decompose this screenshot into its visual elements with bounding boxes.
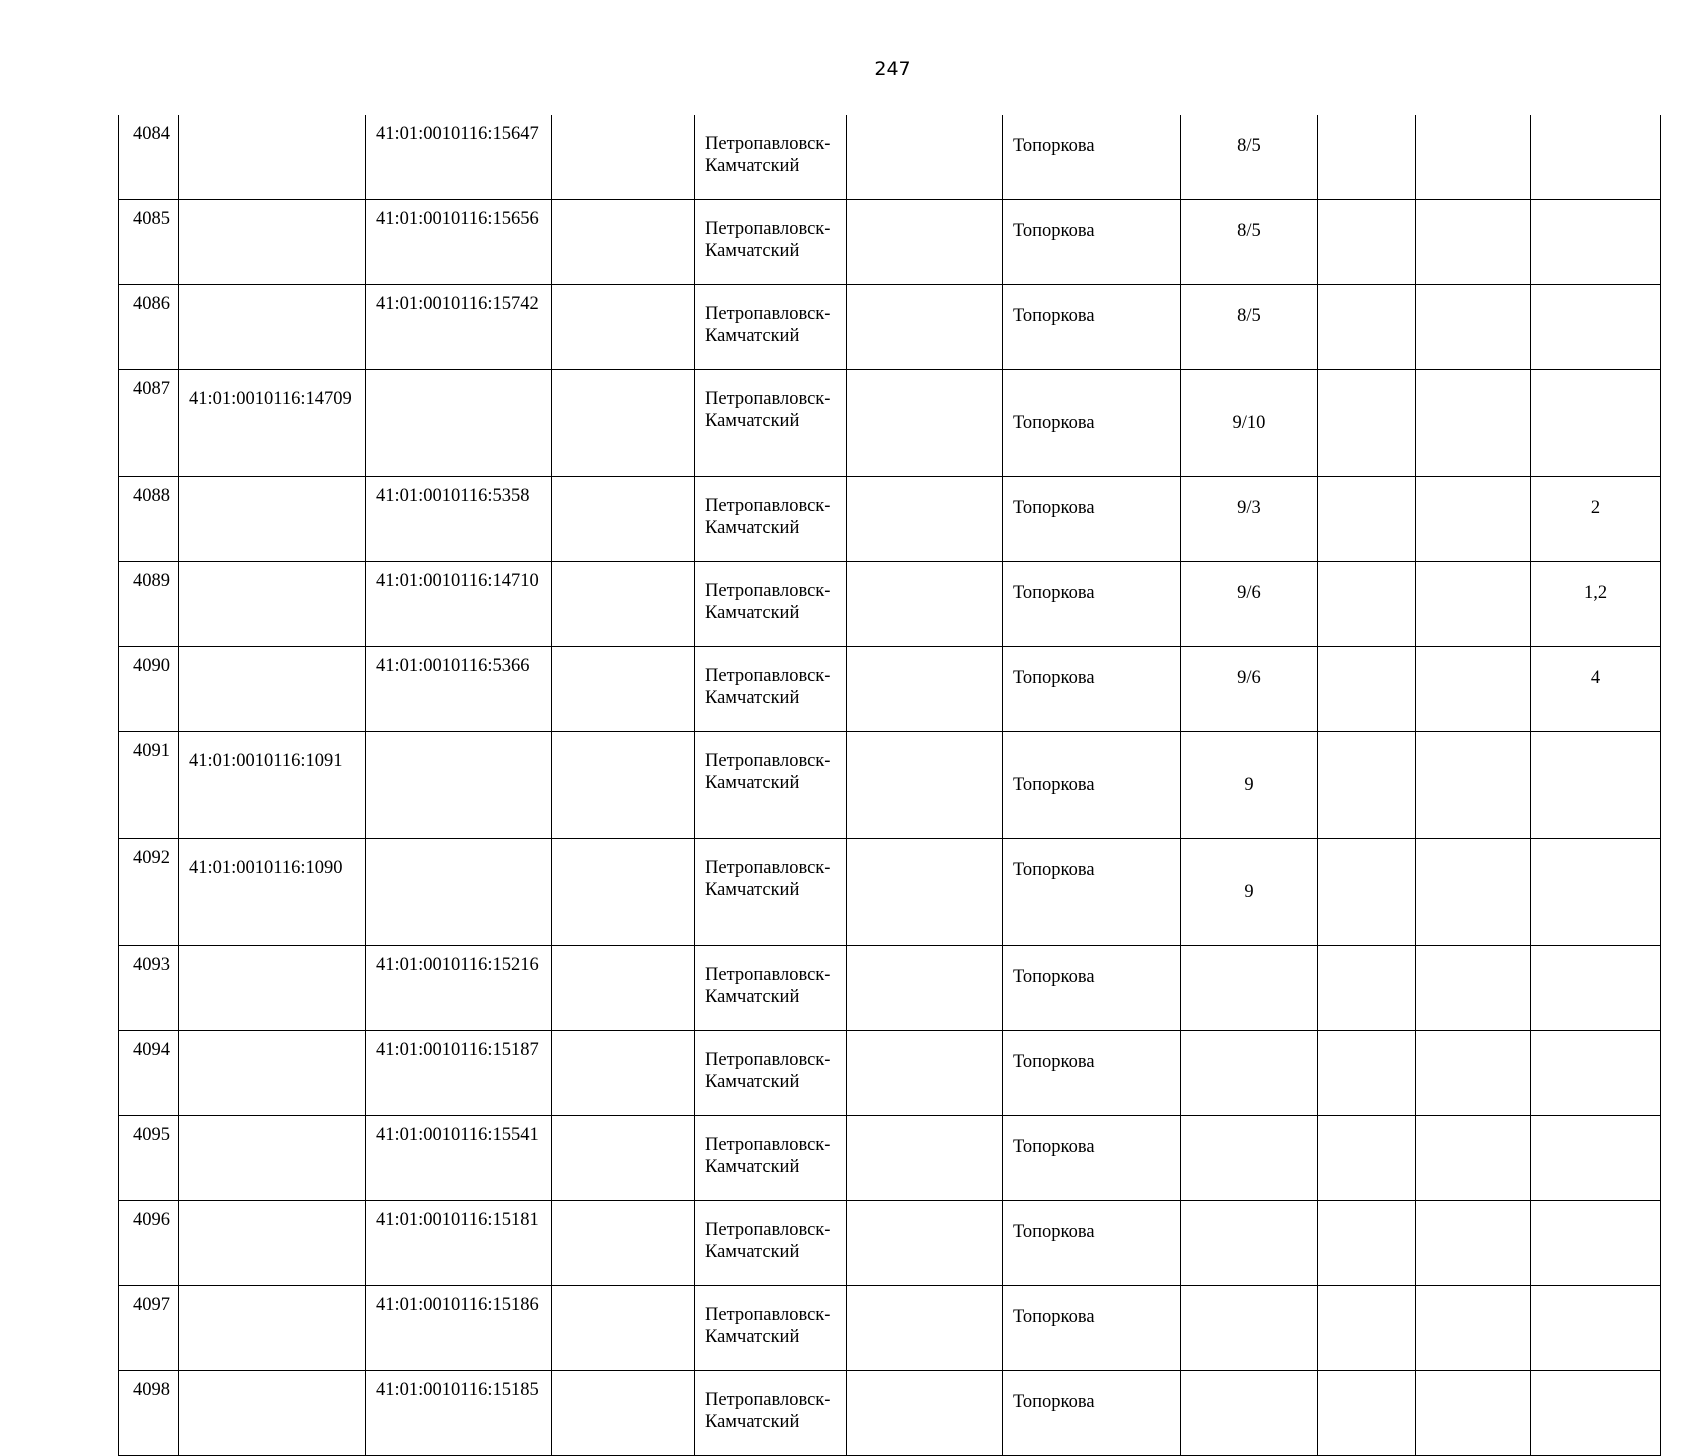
street-cell: Топоркова <box>1003 562 1181 647</box>
empty-cell <box>847 946 1003 1031</box>
apartment-cell <box>1531 732 1661 839</box>
empty-cell <box>1318 115 1416 200</box>
empty-cell <box>1318 477 1416 562</box>
table-row <box>119 732 1661 839</box>
cadastral-number-land: 41:01:0010116:14709 <box>179 370 366 477</box>
city-cell: Петропавловск-Камчатский <box>695 732 847 839</box>
empty-cell <box>1416 647 1531 732</box>
cadastral-number-building: 41:01:0010116:15187 <box>366 1031 552 1116</box>
cadastral-number-land <box>179 1286 366 1371</box>
table-row <box>119 370 1661 477</box>
house-cell: 9/6 <box>1181 647 1318 732</box>
apartment-cell <box>1531 370 1661 477</box>
empty-cell <box>552 732 695 839</box>
cadastral-number-land <box>179 115 366 200</box>
empty-cell <box>847 115 1003 200</box>
row-number: 4095 <box>119 1116 179 1201</box>
empty-cell <box>552 562 695 647</box>
street-cell: Топоркова <box>1003 1031 1181 1116</box>
house-cell: 9 <box>1181 839 1318 946</box>
city-cell: Петропавловск-Камчатский <box>695 946 847 1031</box>
cadastral-number-land <box>179 1371 366 1456</box>
street-cell: Топоркова <box>1003 285 1181 370</box>
cadastral-number-building: 41:01:0010116:15186 <box>366 1286 552 1371</box>
house-cell: 9 <box>1181 732 1318 839</box>
empty-cell <box>847 839 1003 946</box>
city-cell: Петропавловск-Камчатский <box>695 1116 847 1201</box>
apartment-cell <box>1531 1371 1661 1456</box>
street-cell: Топоркова <box>1003 946 1181 1031</box>
street-cell: Топоркова <box>1003 732 1181 839</box>
empty-cell <box>552 1031 695 1116</box>
empty-cell <box>1416 839 1531 946</box>
empty-cell <box>552 1286 695 1371</box>
empty-cell <box>1416 285 1531 370</box>
empty-cell <box>1318 946 1416 1031</box>
empty-cell <box>1318 285 1416 370</box>
table-row <box>119 1116 1661 1201</box>
empty-cell <box>847 200 1003 285</box>
cadastral-number-building <box>366 839 552 946</box>
city-cell: Петропавловск-Камчатский <box>695 839 847 946</box>
empty-cell <box>552 285 695 370</box>
street-cell: Топоркова <box>1003 370 1181 477</box>
row-number: 4088 <box>119 477 179 562</box>
cadastral-number-building: 41:01:0010116:15742 <box>366 285 552 370</box>
empty-cell <box>552 200 695 285</box>
apartment-cell <box>1531 839 1661 946</box>
street-cell: Топоркова <box>1003 1116 1181 1201</box>
cadastral-number-land <box>179 1201 366 1286</box>
empty-cell <box>847 562 1003 647</box>
house-cell <box>1181 1116 1318 1201</box>
cadastral-number-building <box>366 370 552 477</box>
empty-cell <box>552 1201 695 1286</box>
cadastral-number-land <box>179 285 366 370</box>
house-cell <box>1181 1371 1318 1456</box>
empty-cell <box>1416 1031 1531 1116</box>
empty-cell <box>1318 1286 1416 1371</box>
row-number: 4085 <box>119 200 179 285</box>
empty-cell <box>847 285 1003 370</box>
table-row <box>119 477 1661 562</box>
table-row <box>119 647 1661 732</box>
table-row <box>119 1286 1661 1371</box>
table-row <box>119 200 1661 285</box>
empty-cell <box>552 1371 695 1456</box>
apartment-cell <box>1531 1116 1661 1201</box>
empty-cell <box>847 1286 1003 1371</box>
empty-cell <box>552 946 695 1031</box>
empty-cell <box>847 1031 1003 1116</box>
house-cell: 9/3 <box>1181 477 1318 562</box>
row-number: 4092 <box>119 839 179 946</box>
city-cell: Петропавловск-Камчатский <box>695 647 847 732</box>
street-cell: Топоркова <box>1003 1286 1181 1371</box>
empty-cell <box>1318 1116 1416 1201</box>
empty-cell <box>1416 115 1531 200</box>
row-number: 4089 <box>119 562 179 647</box>
empty-cell <box>847 647 1003 732</box>
cadastral-number-land <box>179 562 366 647</box>
empty-cell <box>847 370 1003 477</box>
street-cell: Топоркова <box>1003 647 1181 732</box>
empty-cell <box>1416 732 1531 839</box>
cadastral-number-land <box>179 1116 366 1201</box>
apartment-cell: 2 <box>1531 477 1661 562</box>
cadastral-number-building: 41:01:0010116:5358 <box>366 477 552 562</box>
city-cell: Петропавловск-Камчатский <box>695 200 847 285</box>
city-cell: Петропавловск-Камчатский <box>695 1371 847 1456</box>
row-number: 4093 <box>119 946 179 1031</box>
row-number: 4087 <box>119 370 179 477</box>
table-row <box>119 1371 1661 1456</box>
table-row <box>119 285 1661 370</box>
row-number: 4086 <box>119 285 179 370</box>
empty-cell <box>1416 1116 1531 1201</box>
empty-cell <box>1416 477 1531 562</box>
empty-cell <box>1416 1201 1531 1286</box>
row-number: 4084 <box>119 115 179 200</box>
empty-cell <box>1416 1286 1531 1371</box>
cadastral-number-building: 41:01:0010116:15216 <box>366 946 552 1031</box>
city-cell: Петропавловск-Камчатский <box>695 1031 847 1116</box>
cadastral-number-building <box>366 732 552 839</box>
empty-cell <box>1318 647 1416 732</box>
page-number: 247 <box>874 58 911 80</box>
street-cell: Топоркова <box>1003 200 1181 285</box>
table-row <box>119 562 1661 647</box>
street-cell: Топоркова <box>1003 839 1181 946</box>
empty-cell <box>847 1116 1003 1201</box>
empty-cell <box>1318 562 1416 647</box>
house-cell: 8/5 <box>1181 115 1318 200</box>
cadastral-number-building: 41:01:0010116:14710 <box>366 562 552 647</box>
cadastral-number-building: 41:01:0010116:5366 <box>366 647 552 732</box>
street-cell: Топоркова <box>1003 115 1181 200</box>
cadastral-number-land <box>179 946 366 1031</box>
city-cell: Петропавловск-Камчатский <box>695 1286 847 1371</box>
empty-cell <box>1318 370 1416 477</box>
row-number: 4098 <box>119 1371 179 1456</box>
apartment-cell: 4 <box>1531 647 1661 732</box>
apartment-cell <box>1531 1286 1661 1371</box>
empty-cell <box>552 370 695 477</box>
table-row <box>119 946 1661 1031</box>
house-cell: 8/5 <box>1181 285 1318 370</box>
row-number: 4097 <box>119 1286 179 1371</box>
cadastral-number-building: 41:01:0010116:15181 <box>366 1201 552 1286</box>
cadastral-number-land: 41:01:0010116:1090 <box>179 839 366 946</box>
empty-cell <box>552 477 695 562</box>
empty-cell <box>847 477 1003 562</box>
table-row <box>119 1031 1661 1116</box>
cadastral-number-land <box>179 200 366 285</box>
cadastral-number-building: 41:01:0010116:15541 <box>366 1116 552 1201</box>
apartment-cell: 1,2 <box>1531 562 1661 647</box>
cadastral-number-building: 41:01:0010116:15185 <box>366 1371 552 1456</box>
cadastral-number-building: 41:01:0010116:15656 <box>366 200 552 285</box>
city-cell: Петропавловск-Камчатский <box>695 1201 847 1286</box>
table-row <box>119 839 1661 946</box>
city-cell: Петропавловск-Камчатский <box>695 115 847 200</box>
house-cell <box>1181 1286 1318 1371</box>
city-cell: Петропавловск-Камчатский <box>695 370 847 477</box>
apartment-cell <box>1531 1201 1661 1286</box>
city-cell: Петропавловск-Камчатский <box>695 285 847 370</box>
empty-cell <box>1318 1031 1416 1116</box>
empty-cell <box>847 732 1003 839</box>
empty-cell <box>552 839 695 946</box>
row-number: 4094 <box>119 1031 179 1116</box>
empty-cell <box>1416 946 1531 1031</box>
cadastral-number-land <box>179 1031 366 1116</box>
city-cell: Петропавловск-Камчатский <box>695 562 847 647</box>
cadastral-number-land <box>179 477 366 562</box>
empty-cell <box>1416 200 1531 285</box>
empty-cell <box>847 1371 1003 1456</box>
street-cell: Топоркова <box>1003 477 1181 562</box>
empty-cell <box>552 647 695 732</box>
empty-cell <box>1318 839 1416 946</box>
apartment-cell <box>1531 115 1661 200</box>
house-cell: 9/10 <box>1181 370 1318 477</box>
registry-table <box>118 115 1661 1456</box>
empty-cell <box>1416 562 1531 647</box>
empty-cell <box>552 115 695 200</box>
apartment-cell <box>1531 1031 1661 1116</box>
cadastral-number-land <box>179 647 366 732</box>
table-row <box>119 115 1661 200</box>
house-cell <box>1181 946 1318 1031</box>
cadastral-number-land: 41:01:0010116:1091 <box>179 732 366 839</box>
apartment-cell <box>1531 285 1661 370</box>
row-number: 4090 <box>119 647 179 732</box>
house-cell <box>1181 1201 1318 1286</box>
table-row <box>119 1201 1661 1286</box>
empty-cell <box>1318 1371 1416 1456</box>
cadastral-number-building: 41:01:0010116:15647 <box>366 115 552 200</box>
empty-cell <box>1318 200 1416 285</box>
house-cell <box>1181 1031 1318 1116</box>
city-cell: Петропавловск-Камчатский <box>695 477 847 562</box>
house-cell: 8/5 <box>1181 200 1318 285</box>
empty-cell <box>847 1201 1003 1286</box>
empty-cell <box>1416 1371 1531 1456</box>
apartment-cell <box>1531 946 1661 1031</box>
empty-cell <box>1318 732 1416 839</box>
empty-cell <box>1318 1201 1416 1286</box>
empty-cell <box>1416 370 1531 477</box>
street-cell: Топоркова <box>1003 1201 1181 1286</box>
row-number: 4091 <box>119 732 179 839</box>
empty-cell <box>552 1116 695 1201</box>
house-cell: 9/6 <box>1181 562 1318 647</box>
apartment-cell <box>1531 200 1661 285</box>
row-number: 4096 <box>119 1201 179 1286</box>
street-cell: Топоркова <box>1003 1371 1181 1456</box>
